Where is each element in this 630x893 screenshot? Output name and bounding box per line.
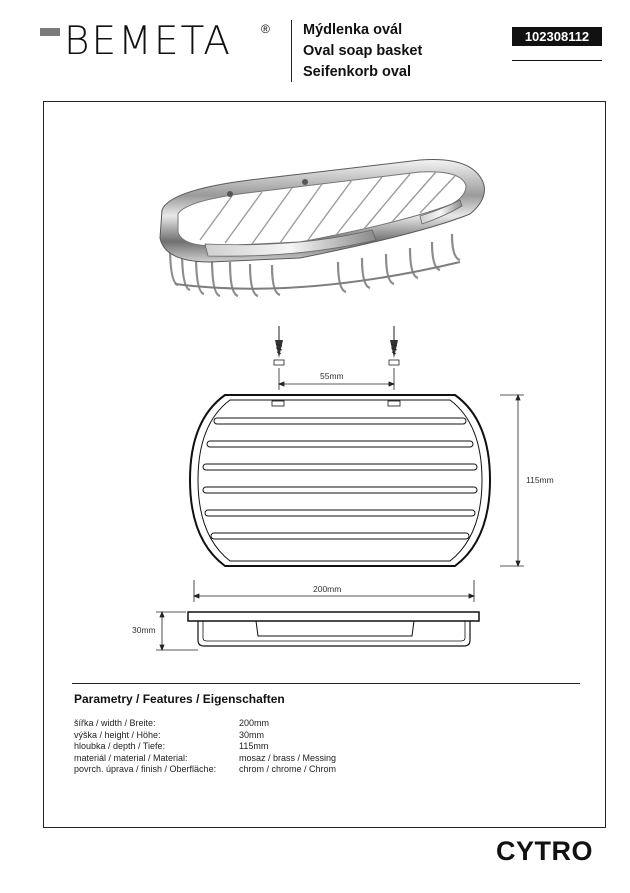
- title-de: Seifenkorb oval: [303, 64, 411, 80]
- product-code: 102308112: [512, 27, 602, 46]
- feature-value: chrom / chrome / Chrom: [239, 764, 337, 774]
- screw-left: [274, 326, 284, 365]
- logo-text: BEMETA: [64, 19, 232, 64]
- title-en: Oval soap basket: [303, 43, 423, 59]
- feature-label: materiál / material / Material:: [74, 752, 188, 763]
- features-table: [74, 718, 474, 776]
- dim-depth: [500, 395, 524, 566]
- feature-row: [74, 753, 474, 765]
- title-cz: Mýdlenka ovál: [303, 22, 403, 38]
- label-height: 30mm: [132, 625, 156, 635]
- feature-value: mosaz / brass / Messing: [239, 752, 337, 763]
- registered-mark: ®: [261, 22, 270, 36]
- feature-value: 115mm: [239, 741, 269, 751]
- feature-label: výška / height / Höhe:: [74, 729, 161, 740]
- top-view: [190, 395, 490, 566]
- product-photo: [160, 160, 484, 296]
- side-view: [188, 612, 479, 646]
- label-screw-spacing: 55mm: [320, 371, 344, 381]
- label-depth: 115mm: [526, 475, 554, 485]
- feature-label: hloubka / depth / Tiefe:: [74, 741, 166, 751]
- feature-row: [74, 741, 474, 753]
- features-title: Parametry / Features / Eigenschaften: [74, 692, 285, 706]
- feature-row: [74, 730, 474, 742]
- features-rule: [72, 683, 580, 684]
- feature-row: [74, 764, 474, 776]
- feature-label: povrch. úprava / finish / Oberfläche:: [74, 764, 217, 774]
- dim-height: [156, 612, 198, 650]
- screw-right: [389, 326, 399, 365]
- feature-value: 30mm: [239, 729, 265, 740]
- label-width: 200mm: [313, 584, 342, 594]
- feature-label: šířka / width / Breite:: [74, 718, 156, 728]
- series-name: CYTRO: [496, 836, 593, 866]
- feature-row: [74, 718, 474, 730]
- feature-value: 200mm: [239, 718, 270, 728]
